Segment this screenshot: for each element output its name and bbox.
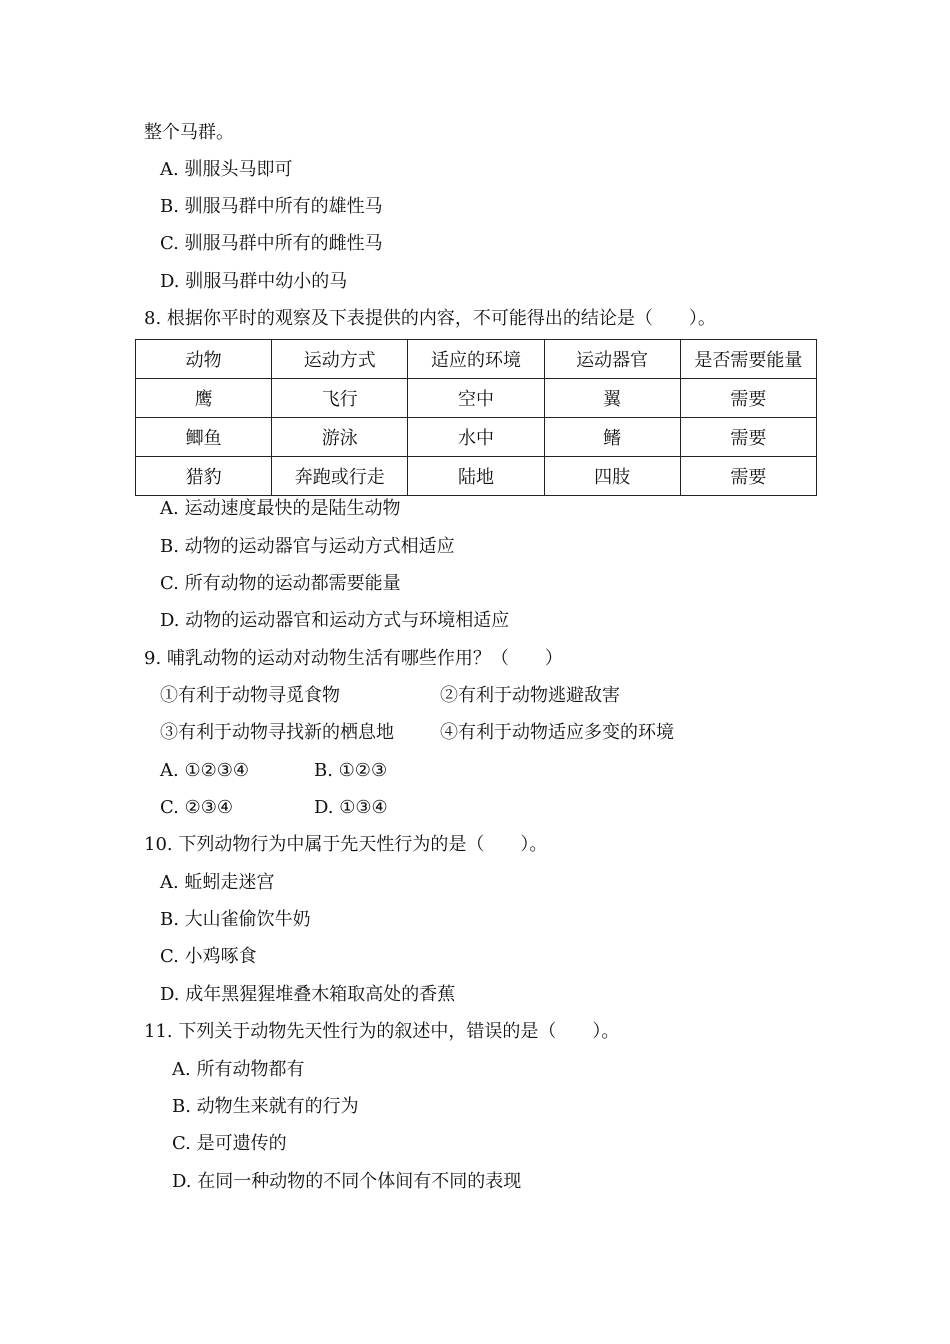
q9-option-a: A. ①②③④: [160, 760, 249, 781]
table-cell: 游泳: [272, 418, 408, 457]
table-header-cell: 动物: [136, 340, 272, 379]
table-cell: 翼: [544, 379, 680, 418]
q10-option-a: A. 蚯蚓走迷宫: [160, 872, 275, 893]
q8-option-c: C. 所有动物的运动都需要能量: [160, 573, 401, 594]
animal-table: [135, 339, 817, 496]
table-cell: 水中: [408, 418, 544, 457]
q11-option-b: B. 动物生来就有的行为: [172, 1096, 359, 1117]
table-header-cell: 适应的环境: [408, 340, 544, 379]
table-cell: 空中: [408, 379, 544, 418]
q7-option-b: B. 驯服马群中所有的雄性马: [160, 196, 383, 217]
q11-option-a: A. 所有动物都有: [172, 1059, 305, 1080]
q8-stem: 8. 根据你平时的观察及下表提供的内容，不可能得出的结论是（ ）。: [144, 308, 716, 329]
q10-option-d: D. 成年黑猩猩堆叠木箱取高处的香蕉: [160, 984, 456, 1005]
q10-option-c: C. 小鸡啄食: [160, 946, 257, 967]
table-header-cell: 运动器官: [544, 340, 680, 379]
q9-item-3: ③有利于动物寻找新的栖息地: [160, 722, 394, 743]
table-row: [136, 457, 817, 496]
table-cell: 鳍: [544, 418, 680, 457]
table-cell: 飞行: [272, 379, 408, 418]
q8-option-d: D. 动物的运动器官和运动方式与环境相适应: [160, 610, 510, 631]
q8-option-b: B. 动物的运动器官与运动方式相适应: [160, 536, 455, 557]
q7-option-c: C. 驯服马群中所有的雌性马: [160, 233, 383, 254]
q8-option-a: A. 运动速度最快的是陆生动物: [160, 498, 401, 519]
table-cell: 陆地: [408, 457, 544, 496]
table-cell: 鹰: [136, 379, 272, 418]
q7-option-d: D. 驯服马群中幼小的马: [160, 271, 348, 292]
table-header-cell: 运动方式: [272, 340, 408, 379]
table-cell: 四肢: [544, 457, 680, 496]
q9-item-4: ④有利于动物适应多变的环境: [440, 722, 674, 743]
table-header-row: [136, 340, 817, 379]
table-cell: 鲫鱼: [136, 418, 272, 457]
table-header-cell: 是否需要能量: [680, 340, 816, 379]
q10-stem: 10. 下列动物行为中属于先天性行为的是（ ）。: [144, 834, 548, 855]
table-cell: 奔跑或行走: [272, 457, 408, 496]
q9-item-1: ①有利于动物寻觅食物: [160, 685, 340, 706]
q10-option-b: B. 大山雀偷饮牛奶: [160, 909, 311, 930]
q9-stem: 9. 哺乳动物的运动对动物生活有哪些作用？（ ）: [144, 648, 563, 669]
q7-option-a: A. 驯服头马即可: [160, 159, 293, 180]
q9-item-2: ②有利于动物逃避敌害: [440, 685, 620, 706]
q11-option-c: C. 是可遗传的: [172, 1133, 287, 1154]
table-cell: 需要: [680, 418, 816, 457]
intro-line: 整个马群。: [144, 122, 234, 143]
table-row: [136, 379, 817, 418]
table-cell: 需要: [680, 379, 816, 418]
q11-stem: 11. 下列关于动物先天性行为的叙述中，错误的是（ ）。: [144, 1021, 620, 1042]
q9-option-d: D. ①③④: [314, 797, 388, 818]
q9-option-b: B. ①②③: [314, 760, 388, 781]
table-cell: 猎豹: [136, 457, 272, 496]
q9-option-c: C. ②③④: [160, 797, 233, 818]
table-row: [136, 418, 817, 457]
table-cell: 需要: [680, 457, 816, 496]
q11-option-d: D. 在同一种动物的不同个体间有不同的表现: [172, 1171, 522, 1192]
